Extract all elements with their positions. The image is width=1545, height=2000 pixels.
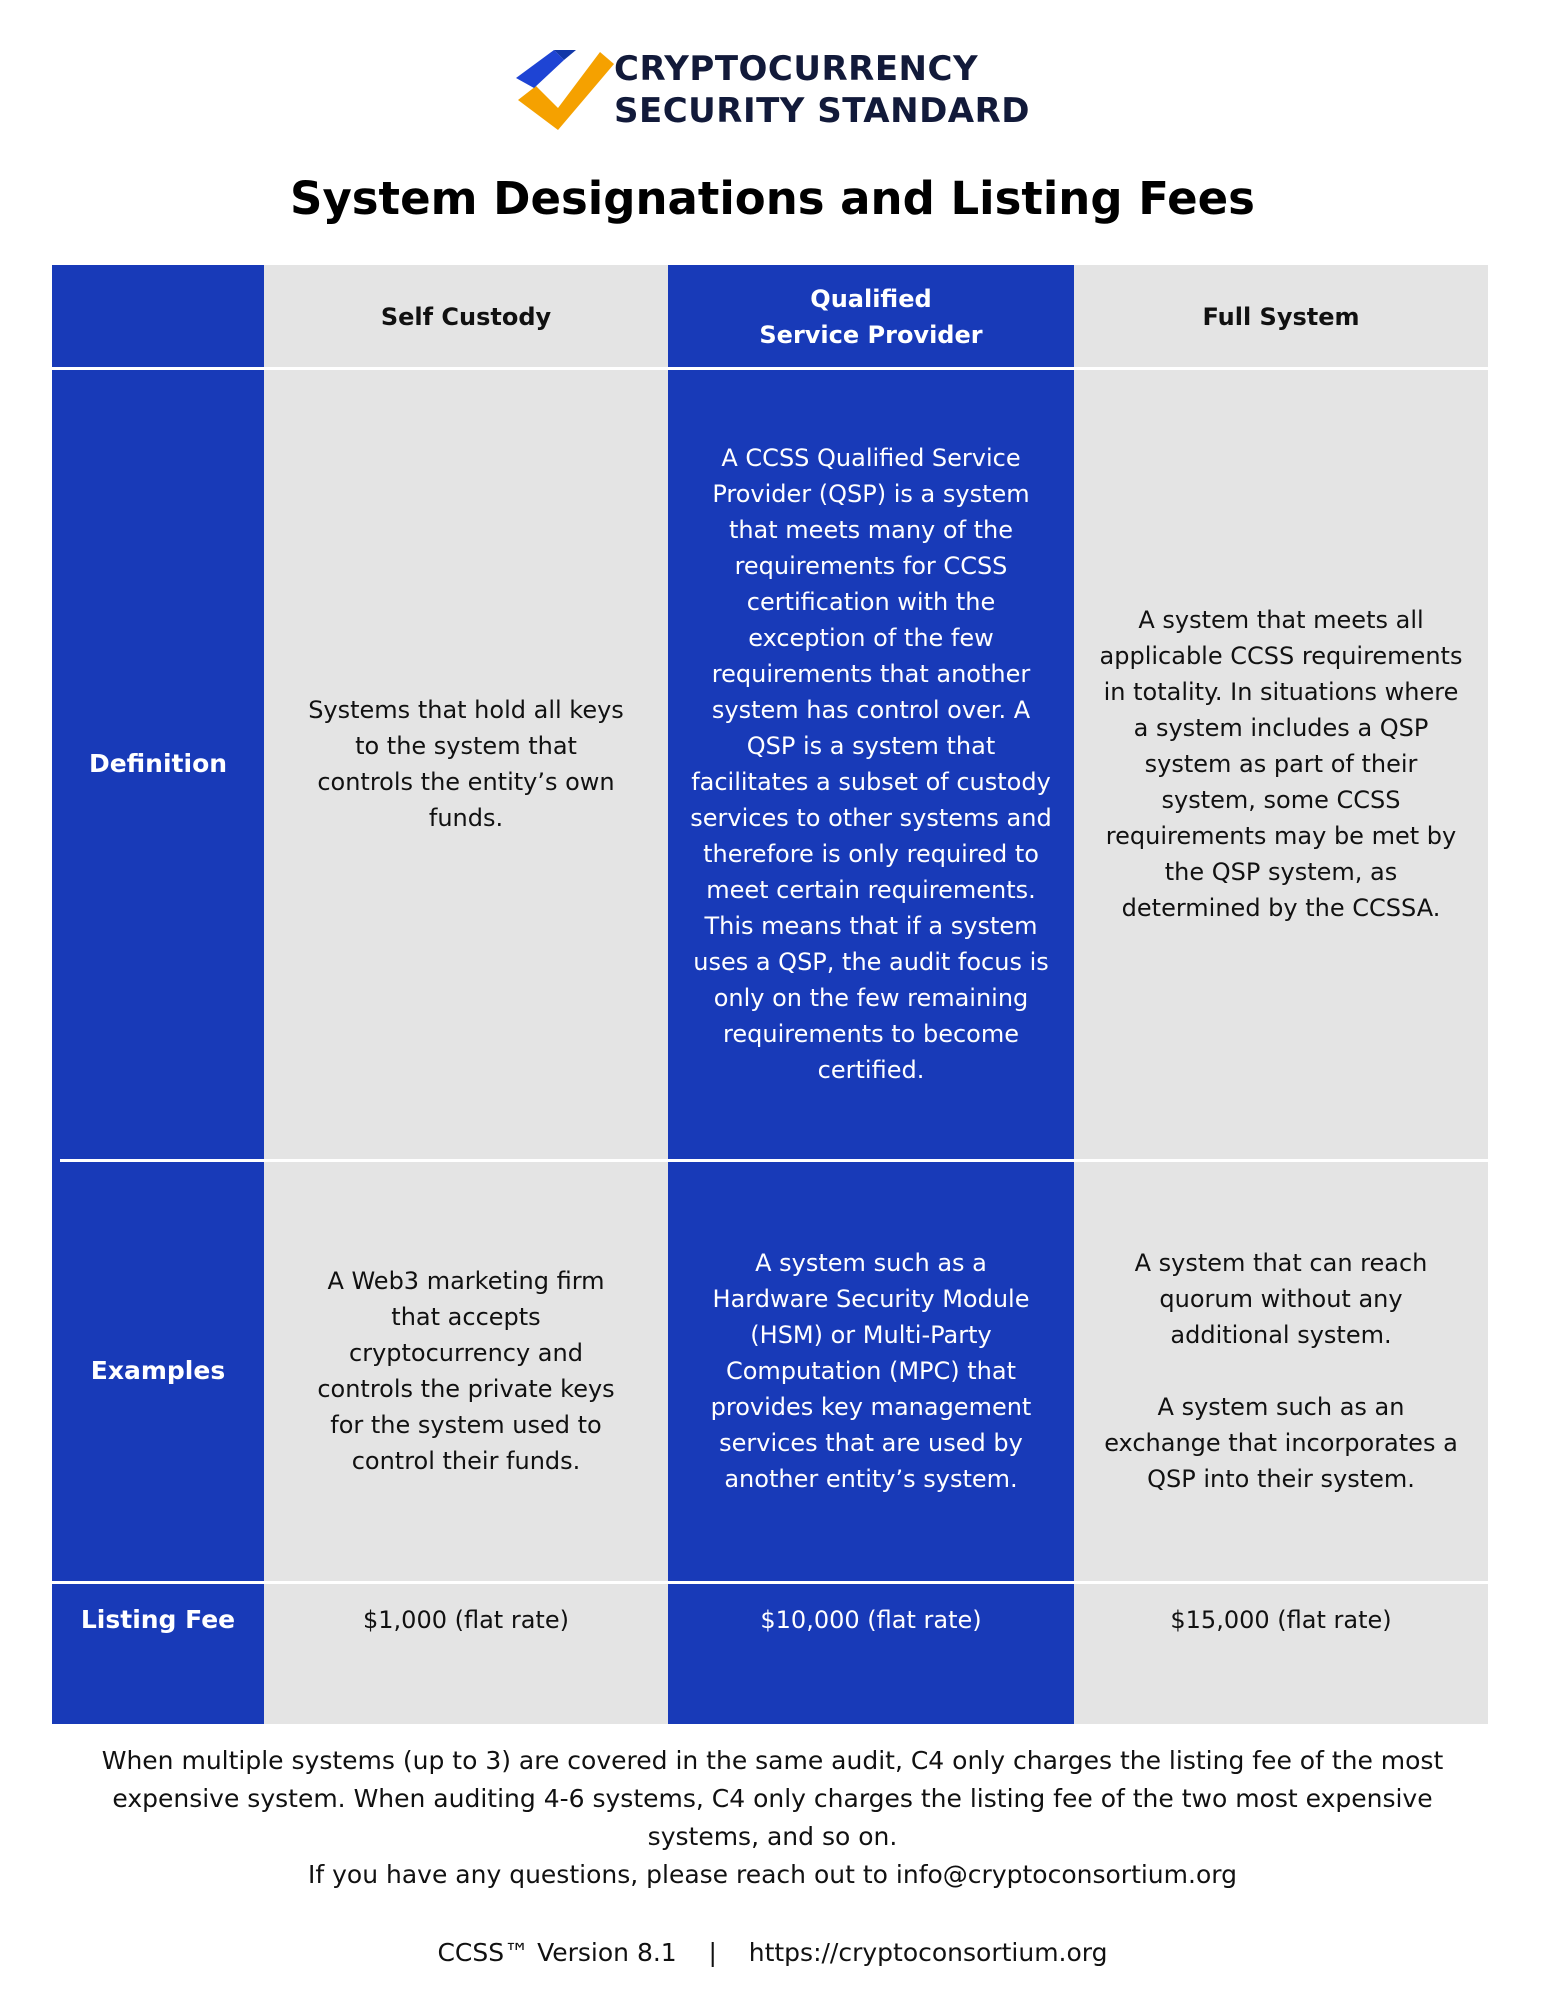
page-title: System Designations and Listing Fees bbox=[290, 172, 1255, 225]
definition-full-system: A system that meets all applicable CCSS requirements in totality. In situations where a system includes a QSP system as part of their system, some CCSS requirements may be met by the QSP system, as determined by the CCSSA. bbox=[1074, 368, 1488, 1160]
row-divider bbox=[52, 1581, 1488, 1584]
fee-full-system: $15,000 (flat rate) bbox=[1074, 1582, 1488, 1724]
row-divider bbox=[60, 1159, 1488, 1162]
logo-text bbox=[614, 48, 1030, 132]
column-header-full-system: Full System bbox=[1074, 265, 1488, 368]
contact-line: If you have any questions, please reach out to info@cryptoconsortium.org bbox=[308, 1860, 1237, 1889]
row-header-examples: Examples bbox=[52, 1160, 264, 1582]
logo-line-2: SECURITY STANDARD bbox=[614, 91, 1031, 131]
pricing-note bbox=[60, 1742, 1485, 1894]
checkmark-logo-icon bbox=[514, 38, 614, 134]
ccss-logo bbox=[514, 36, 1034, 140]
footer-url-link[interactable]: https://cryptoconsortium.org bbox=[748, 1938, 1108, 1967]
pricing-note-text: When multiple systems (up to 3) are covered in the same audit, C4 only charges the listing fee of the most expensive system. When auditing 4-6 systems, C4 only charges the listing fee of the two most expensive systems, and so on. bbox=[101, 1746, 1444, 1851]
column-header-qualified-service-provider: Qualified Service Provider bbox=[668, 265, 1074, 368]
footer bbox=[0, 1938, 1545, 1967]
header-corner-cell bbox=[52, 265, 264, 368]
fee-self-custody: $1,000 (flat rate) bbox=[264, 1582, 668, 1724]
definition-self-custody: Systems that hold all keys to the system that controls the entity’s own funds. bbox=[264, 368, 668, 1160]
footer-version: CCSS™ Version 8.1 bbox=[437, 1938, 677, 1967]
footer-separator: | bbox=[708, 1938, 717, 1967]
definition-qualified-service-provider: A CCSS Qualified Service Provider (QSP) is a system that meets many of the requirements for CCSS certification with the exception of the few requirements that another system has control over. A QSP is a system that facilitates a subset of custody services to other systems and therefore is only required to meet certain requirements. This means that if a system uses a QSP, the audit focus is only on the few remaining requirements to become certified. bbox=[668, 368, 1074, 1160]
fee-qualified-service-provider: $10,000 (flat rate) bbox=[668, 1582, 1074, 1724]
example-full-system: A system that can reach quorum without any additional system. A system such as an exchange that incorporates a QSP into their system. bbox=[1074, 1160, 1488, 1582]
row-header-definition: Definition bbox=[52, 368, 264, 1160]
row-header-listing-fee: Listing Fee bbox=[52, 1582, 264, 1724]
logo-line-1: CRYPTOCURRENCY bbox=[614, 49, 979, 89]
column-header-self-custody: Self Custody bbox=[264, 265, 668, 368]
example-qualified-service-provider: A system such as a Hardware Security Module (HSM) or Multi-Party Computation (MPC) that provides key management services that are used by another entity’s system. bbox=[668, 1160, 1074, 1582]
row-divider bbox=[52, 367, 1488, 370]
example-self-custody: A Web3 marketing firm that accepts cryptocurrency and controls the private keys for the system used to control their funds. bbox=[264, 1160, 668, 1582]
